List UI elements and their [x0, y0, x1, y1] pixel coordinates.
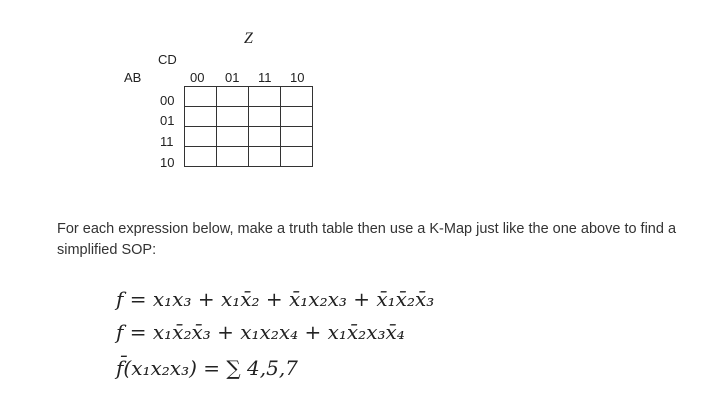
kmap-cell: [249, 127, 281, 147]
kmap-cell: [185, 127, 217, 147]
kmap-row: [185, 147, 313, 167]
kmap-cell: [281, 147, 313, 167]
expression-3: f̄(x₁x₂x₃) = ∑ 4,5,7: [116, 356, 298, 380]
kmap-cell: [217, 147, 249, 167]
kmap-row: [185, 127, 313, 147]
kmap-cell: [281, 107, 313, 127]
kmap-cell: [185, 107, 217, 127]
kmap-row: [185, 107, 313, 127]
expression-1: f = x₁x₃ + x₁x̄₂ + x̄₁x₂x₃ + x̄₁x̄₂x̄₃: [116, 287, 435, 311]
kmap-cell: [217, 87, 249, 107]
kmap-grid: [184, 86, 313, 167]
row-header: 01: [160, 113, 175, 128]
instructions-text: For each expression below, make a truth table then use a K-Map just like the one above to find a simplified SOP:: [57, 221, 677, 258]
column-header: 10: [290, 70, 305, 85]
column-header: 11: [258, 70, 272, 85]
expression-2: f = x₁x̄₂x̄₃ + x₁x₂x₄ + x₁x̄₂x₃x̄₄: [116, 320, 405, 344]
row-header: 00: [160, 93, 175, 108]
kmap-cell: [281, 127, 313, 147]
row-header: 11: [160, 134, 174, 149]
kmap-cell: [217, 107, 249, 127]
column-variable-label: CD: [158, 52, 177, 67]
row-header: 10: [160, 155, 175, 170]
kmap-cell: [185, 87, 217, 107]
kmap-cell: [185, 147, 217, 167]
kmap-cell: [249, 107, 281, 127]
column-header: 01: [225, 70, 240, 85]
kmap-title: Z: [244, 30, 253, 47]
kmap-cell: [217, 127, 249, 147]
column-header: 00: [190, 70, 205, 85]
kmap-cell: [249, 87, 281, 107]
kmap-cell: [249, 147, 281, 167]
kmap-row: [185, 87, 313, 107]
kmap-cell: [281, 87, 313, 107]
row-variable-label: AB: [124, 70, 142, 85]
